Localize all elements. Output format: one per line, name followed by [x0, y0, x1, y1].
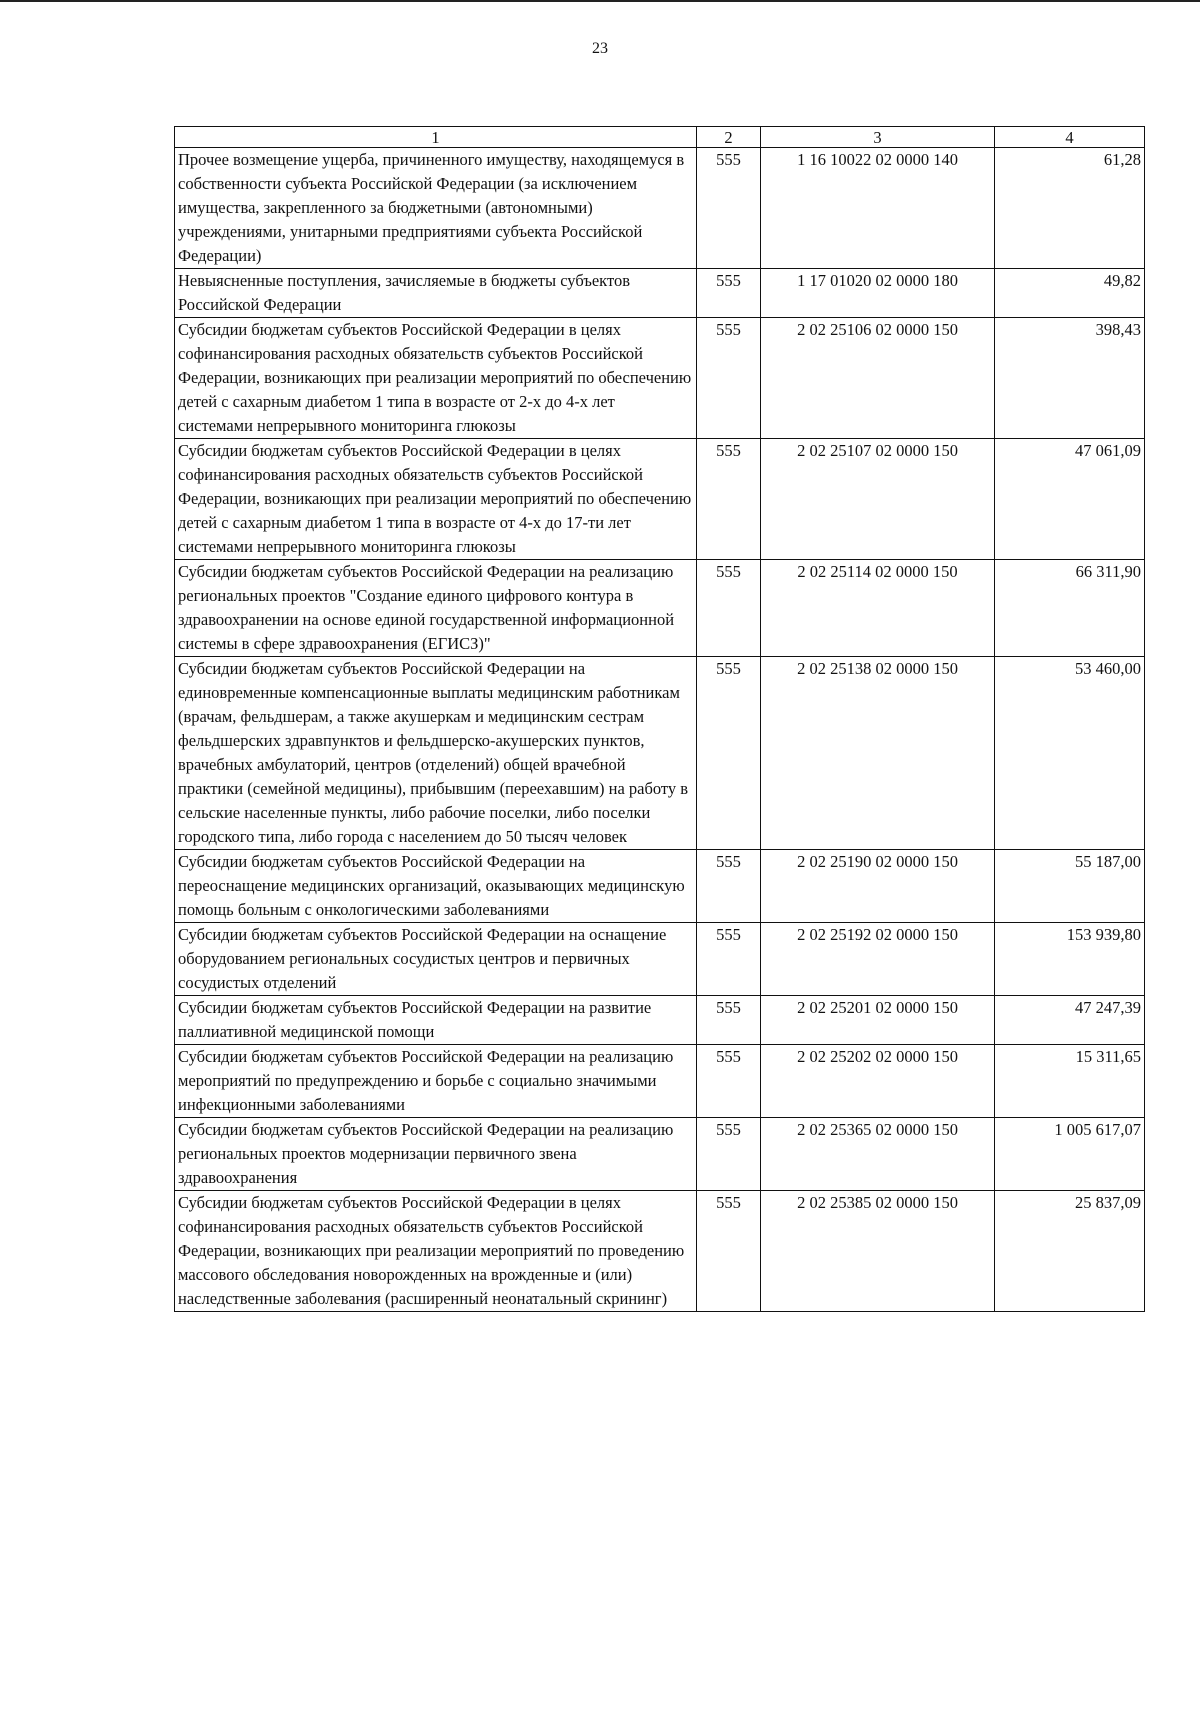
- row-name: Субсидии бюджетам субъектов Российской Федерации на реализацию региональных проектов "Создание единого цифрового контура в здравоохранении на основе единой государственной информационной системы в сфере здравоохранения (ЕГИСЗ)": [175, 560, 697, 657]
- row-budget-code: 2 02 25138 02 0000 150: [761, 657, 995, 850]
- row-amount: 66 311,90: [995, 560, 1145, 657]
- table-row: [175, 850, 1145, 923]
- row-budget-code: 2 02 25365 02 0000 150: [761, 1118, 995, 1191]
- row-amount: 61,28: [995, 148, 1145, 269]
- column-header-name: 1: [175, 127, 697, 148]
- row-admin-code: 555: [697, 148, 761, 269]
- row-name: Субсидии бюджетам субъектов Российской Федерации на единовременные компенсационные выплаты медицинским работникам (врачам, фельдшерам, а также акушеркам и медицинским сестрам фельдшерских здравпунктов и фельдшерско-акушерских пунктов, врачебных амбулаторий, центров (отделений) общей врачебной практики (семейной медицины), прибывшим (переехавшим) на работу в сельские населенные пункты, либо рабочие поселки, либо поселки городского типа, либо города с населением до 50 тысяч человек: [175, 657, 697, 850]
- table-header-row: [175, 127, 1145, 148]
- table-row: [175, 1045, 1145, 1118]
- row-name: Субсидии бюджетам субъектов Российской Федерации на развитие паллиативной медицинской помощи: [175, 996, 697, 1045]
- row-budget-code: 2 02 25106 02 0000 150: [761, 318, 995, 439]
- row-admin-code: 555: [697, 923, 761, 996]
- row-amount: 398,43: [995, 318, 1145, 439]
- row-amount: 1 005 617,07: [995, 1118, 1145, 1191]
- page-number: 23: [592, 40, 608, 57]
- revenue-table: [174, 126, 1145, 1312]
- row-name: Субсидии бюджетам субъектов Российской Федерации в целях софинансирования расходных обязательств субъектов Российской Федерации, возникающих при реализации мероприятий по проведению массового обследования новорожденных на врожденные и (или) наследственные заболевания (расширенный неонатальный скрининг): [175, 1191, 697, 1312]
- row-admin-code: 555: [697, 439, 761, 560]
- table-row: [175, 996, 1145, 1045]
- row-admin-code: 555: [697, 1118, 761, 1191]
- row-budget-code: 1 16 10022 02 0000 140: [761, 148, 995, 269]
- row-admin-code: 555: [697, 1191, 761, 1312]
- table-row: [175, 439, 1145, 560]
- row-admin-code: 555: [697, 657, 761, 850]
- row-amount: 25 837,09: [995, 1191, 1145, 1312]
- row-name: Субсидии бюджетам субъектов Российской Федерации на оснащение оборудованием региональных сосудистых центров и первичных сосудистых отделений: [175, 923, 697, 996]
- row-name: Субсидии бюджетам субъектов Российской Федерации в целях софинансирования расходных обязательств субъектов Российской Федерации, возникающих при реализации мероприятий по обеспечению детей с сахарным диабетом 1 типа в возрасте от 2-х до 4-х лет системами непрерывного мониторинга глюкозы: [175, 318, 697, 439]
- row-admin-code: 555: [697, 269, 761, 318]
- row-admin-code: 555: [697, 1045, 761, 1118]
- table-row: [175, 1118, 1145, 1191]
- table-row: [175, 269, 1145, 318]
- row-budget-code: 1 17 01020 02 0000 180: [761, 269, 995, 318]
- row-admin-code: 555: [697, 318, 761, 439]
- column-header-admin: 2: [697, 127, 761, 148]
- row-name: Невыясненные поступления, зачисляемые в бюджеты субъектов Российской Федерации: [175, 269, 697, 318]
- row-budget-code: 2 02 25107 02 0000 150: [761, 439, 995, 560]
- row-admin-code: 555: [697, 996, 761, 1045]
- row-name: Субсидии бюджетам субъектов Российской Федерации на переоснащение медицинских организаций, оказывающих медицинскую помощь больным с онкологическими заболеваниями: [175, 850, 697, 923]
- row-name: Субсидии бюджетам субъектов Российской Федерации на реализацию региональных проектов модернизации первичного звена здравоохранения: [175, 1118, 697, 1191]
- row-budget-code: 2 02 25202 02 0000 150: [761, 1045, 995, 1118]
- row-amount: 53 460,00: [995, 657, 1145, 850]
- row-amount: 153 939,80: [995, 923, 1145, 996]
- row-amount: 47 061,09: [995, 439, 1145, 560]
- row-amount: 55 187,00: [995, 850, 1145, 923]
- column-header-code: 3: [761, 127, 995, 148]
- row-budget-code: 2 02 25201 02 0000 150: [761, 996, 995, 1045]
- row-budget-code: 2 02 25190 02 0000 150: [761, 850, 995, 923]
- row-name: Прочее возмещение ущерба, причиненного имуществу, находящемуся в собственности субъекта Российской Федерации (за исключением имущества, закрепленного за бюджетными (автономными) учреждениями, унитарными предприятиями субъекта Российской Федерации): [175, 148, 697, 269]
- row-budget-code: 2 02 25192 02 0000 150: [761, 923, 995, 996]
- row-amount: 15 311,65: [995, 1045, 1145, 1118]
- row-admin-code: 555: [697, 560, 761, 657]
- row-admin-code: 555: [697, 850, 761, 923]
- table-row: [175, 1191, 1145, 1312]
- row-name: Субсидии бюджетам субъектов Российской Федерации на реализацию мероприятий по предупреждению и борьбе с социально значимыми инфекционными заболеваниями: [175, 1045, 697, 1118]
- table-row: [175, 148, 1145, 269]
- row-name: Субсидии бюджетам субъектов Российской Федерации в целях софинансирования расходных обязательств субъектов Российской Федерации, возникающих при реализации мероприятий по обеспечению детей с сахарным диабетом 1 типа в возрасте от 4-х до 17-ти лет системами непрерывного мониторинга глюкозы: [175, 439, 697, 560]
- row-amount: 49,82: [995, 269, 1145, 318]
- table-row: [175, 318, 1145, 439]
- row-amount: 47 247,39: [995, 996, 1145, 1045]
- table-row: [175, 657, 1145, 850]
- table-row: [175, 923, 1145, 996]
- row-budget-code: 2 02 25385 02 0000 150: [761, 1191, 995, 1312]
- page-top-rule: [0, 0, 1200, 2]
- table-row: [175, 560, 1145, 657]
- column-header-amount: 4: [995, 127, 1145, 148]
- row-budget-code: 2 02 25114 02 0000 150: [761, 560, 995, 657]
